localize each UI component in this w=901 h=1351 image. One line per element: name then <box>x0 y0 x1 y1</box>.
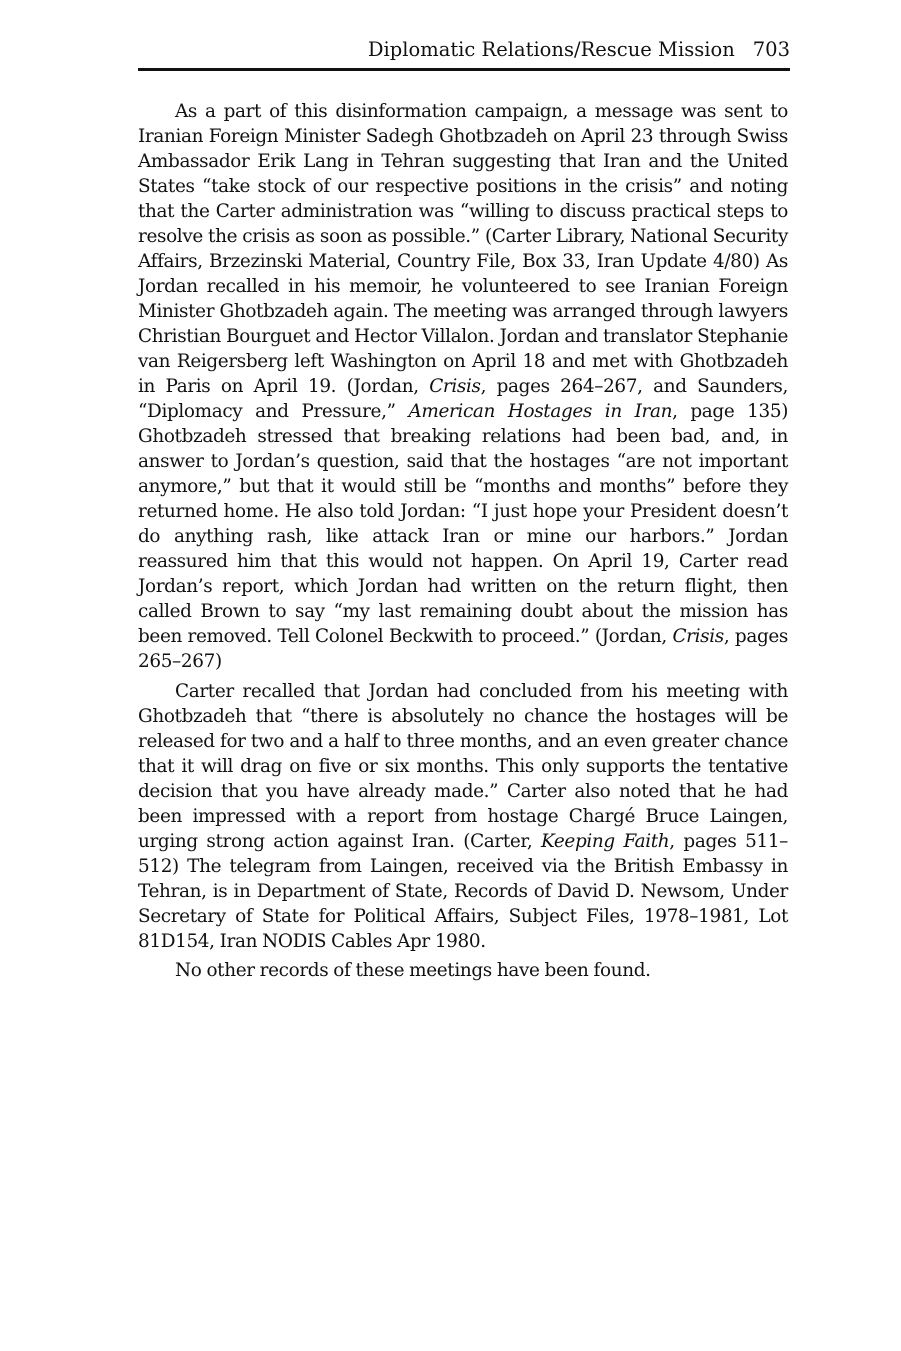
paragraph <box>138 679 788 954</box>
text-run: As a part of this disinformation campaign, a message was sent to Iranian Foreign Minister Sadegh Ghotbzadeh on April 23 through Swiss Ambassador Erik Lang in Tehran suggesting that Iran and the United States “take stock of our respective positions in the crisis” and noting that the Carter administration was “willing to discuss practical steps to resolve the crisis as soon as possible.” (Carter Library, National Security Affairs, Brzezinski Material, Country File, Box 33, Iran Update 4/80) As Jordan recalled in his memoir, he volunteered to see Iranian Foreign Minister Ghotbzadeh again. The meeting was arranged through lawyers Christian Bourguet and Hector Villalon. Jordan and translator Stephanie van Reigersberg left Washington on April 18 and met with Ghotbzadeh in Paris on April 19. (Jordan, <box>138 101 788 397</box>
page-number: 703 <box>752 38 790 61</box>
text-run: , page 135) Ghotbzadeh stressed that breaking relations had been bad, and, in answer to Jordan’s question, said that the hostages “are not important anymore,” but that it would still be “months and months” before they returned home. He also told Jordan: “I just hope your President doesn’t do anything rash, like attack Iran or mine our harbors.” Jordan reassured him that this would not happen. On April 19, Carter read Jordan’s report, which Jordan had written on the return flight, then called Brown to say “my last remaining doubt about the mission has been removed. Tell Colonel Beckwith to proceed.” (Jordan, <box>138 401 789 647</box>
paragraph <box>138 958 788 983</box>
running-title: Diplomatic Relations/Rescue Mission <box>367 38 735 61</box>
text-run: No other records of these meetings have been found. <box>175 960 651 981</box>
page-header <box>138 36 790 71</box>
italic-title: Crisis <box>672 626 724 647</box>
text-run: , pages 264–267, and Saunders, “Diplomacy and Pressure,” <box>138 376 788 422</box>
italic-title: Crisis <box>429 376 481 397</box>
body-text <box>138 99 788 988</box>
italic-title: American Hostages in Iran <box>408 401 673 422</box>
text-run: , pages 265–267) <box>138 626 789 672</box>
paragraph <box>138 99 788 674</box>
italic-title: Keeping Faith <box>540 830 670 852</box>
text-run: Carter recalled that Jordan had concluded from his meeting with Ghotbzadeh that “there is absolutely no chance the hostages will be released for two and a half to three months, and an even greater chance that it will drag on five or six months. This only supports the tentative decision that you have already made.” Carter also noted that he had been impressed with a report from hostage Chargé Bruce Laingen, urging strong action against Iran. (Carter, <box>138 680 788 852</box>
text-run: , pages 511–512) The telegram from Laingen, received via the British Embassy in Tehran, is in Department of State, Records of David D. Newsom, Under Secretary of State for Political Affairs, Subject Files, 1978–1981, Lot 81D154, Iran NODIS Cables Apr 1980. <box>138 830 789 952</box>
